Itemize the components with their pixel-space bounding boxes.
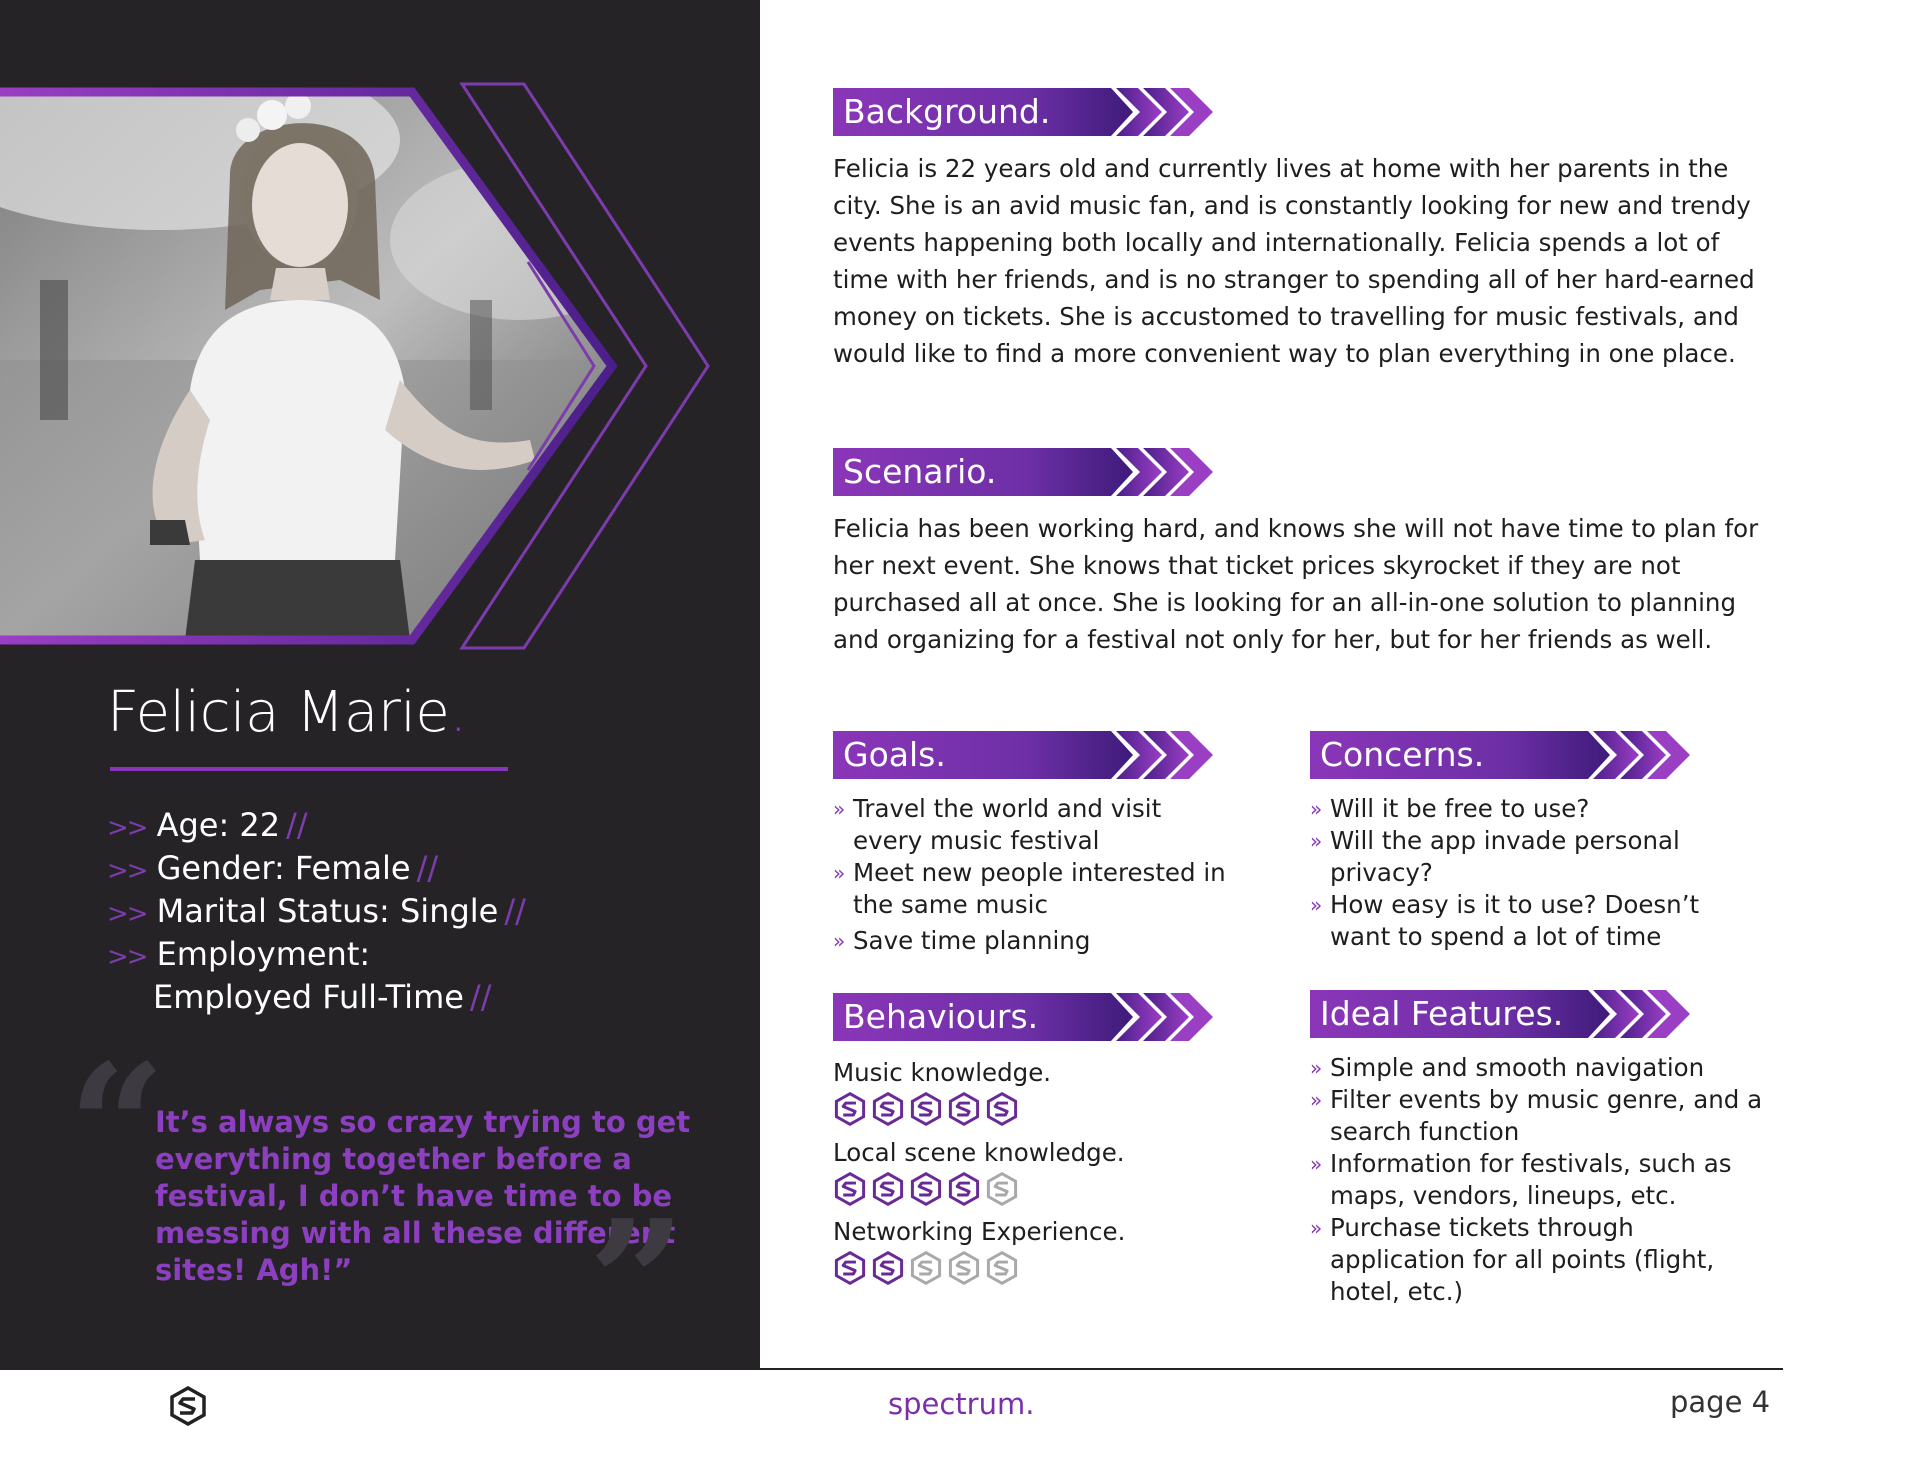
rating-filled-icon [909, 1172, 943, 1206]
ideal-features-header: Ideal Features. [1310, 990, 1690, 1038]
open-quote-mark: “ [68, 1027, 166, 1227]
stat-age: >> Age: 22 // [107, 806, 308, 844]
footer-divider [760, 1368, 1783, 1370]
list-item: » Save time planning [833, 926, 1091, 955]
page-number: page 4 [1670, 1385, 1771, 1419]
rating-local-scene-knowledge [833, 1172, 1033, 1206]
persona-quote: It’s always so crazy trying to get everything together before a festival, I don’t have time to be messing with all these different sites! Agh!” [155, 1105, 691, 1287]
goals-list [833, 793, 1233, 957]
name-dot: . [449, 680, 467, 745]
list-item: » Purchase tickets through application for all points (flight, hotel, etc.) [1310, 1213, 1715, 1306]
rating-filled-icon [871, 1251, 905, 1285]
background-text: Felicia is 22 years old and currently lives at home with her parents in the city. She is an avid music fan, and is constantly looking for new and trendy events happening both locally and internationally. Felicia spends a lot of time with her friends, and is no stranger to spending all of her hard-earned money on tickets. She is accustomed to travelling for music festivals, and would like to find a more convenient way to plan everything in one place. [833, 154, 1755, 368]
stat-gender: >> Gender: Female // [107, 849, 439, 887]
rating-filled-icon [833, 1251, 867, 1285]
rating-filled-icon [909, 1092, 943, 1126]
rating-networking-experience [833, 1251, 1033, 1285]
list-item: » Will the app invade personal privacy? [1310, 826, 1680, 887]
rating-filled-icon [947, 1172, 981, 1206]
concerns-list [1310, 793, 1730, 953]
list-item: » Meet new people interested in the same music [833, 858, 1226, 919]
behaviours-header: Behaviours. [833, 993, 1213, 1041]
name-underline [110, 767, 508, 771]
rating-filled-icon [871, 1172, 905, 1206]
rating-empty-icon [985, 1251, 1019, 1285]
background-header: Background. [833, 88, 1213, 136]
rating-filled-icon [947, 1092, 981, 1126]
brand-name: spectrum. [888, 1387, 1035, 1421]
rating-filled-icon [985, 1092, 1019, 1126]
rating-filled-icon [871, 1092, 905, 1126]
scenario-text: Felicia has been working hard, and knows she will not have time to plan for her next event. She knows that ticket prices skyrocket if they are not purchased all at once. She is looking for an all-in-one solution to planning and organizing for a festival not only for her, but for her friends as well. [833, 514, 1759, 654]
rating-empty-icon [985, 1172, 1019, 1206]
stat-employment-value: Employed Full-Time // [153, 978, 492, 1016]
list-item: » How easy is it to use? Doesn’t want to spend a lot of time [1310, 890, 1700, 951]
rating-filled-icon [833, 1172, 867, 1206]
ideal-features-list [1310, 1052, 1770, 1308]
persona-stats [107, 805, 526, 1017]
close-quote-mark: ” [588, 1183, 686, 1383]
rating-music-knowledge [833, 1092, 1033, 1126]
profile-photo [0, 0, 760, 670]
rating-label-local-scene: Local scene knowledge. [833, 1138, 1125, 1167]
concerns-header: Concerns. [1310, 731, 1690, 779]
list-item: » Travel the world and visit every music festival [833, 794, 1162, 855]
stat-marital-status: >> Marital Status: Single // [107, 892, 526, 930]
persona-name: Felicia Marie. [107, 680, 467, 745]
rating-empty-icon [909, 1251, 943, 1285]
scenario-header: Scenario. [833, 448, 1213, 496]
list-item: » Simple and smooth navigation [1310, 1053, 1705, 1082]
list-item: » Will it be free to use? [1310, 794, 1590, 823]
spectrum-logo-icon [168, 1386, 208, 1426]
stat-employment: >> Employment: [107, 935, 371, 973]
list-item: » Filter events by music genre, and a search function [1310, 1085, 1763, 1146]
list-item: » Information for festivals, such as maps, vendors, lineups, etc. [1310, 1149, 1732, 1210]
rating-filled-icon [833, 1092, 867, 1126]
rating-label-networking: Networking Experience. [833, 1217, 1126, 1246]
rating-label-music: Music knowledge. [833, 1058, 1052, 1087]
rating-empty-icon [947, 1251, 981, 1285]
goals-header: Goals. [833, 731, 1213, 779]
profile-panel [0, 0, 760, 1383]
